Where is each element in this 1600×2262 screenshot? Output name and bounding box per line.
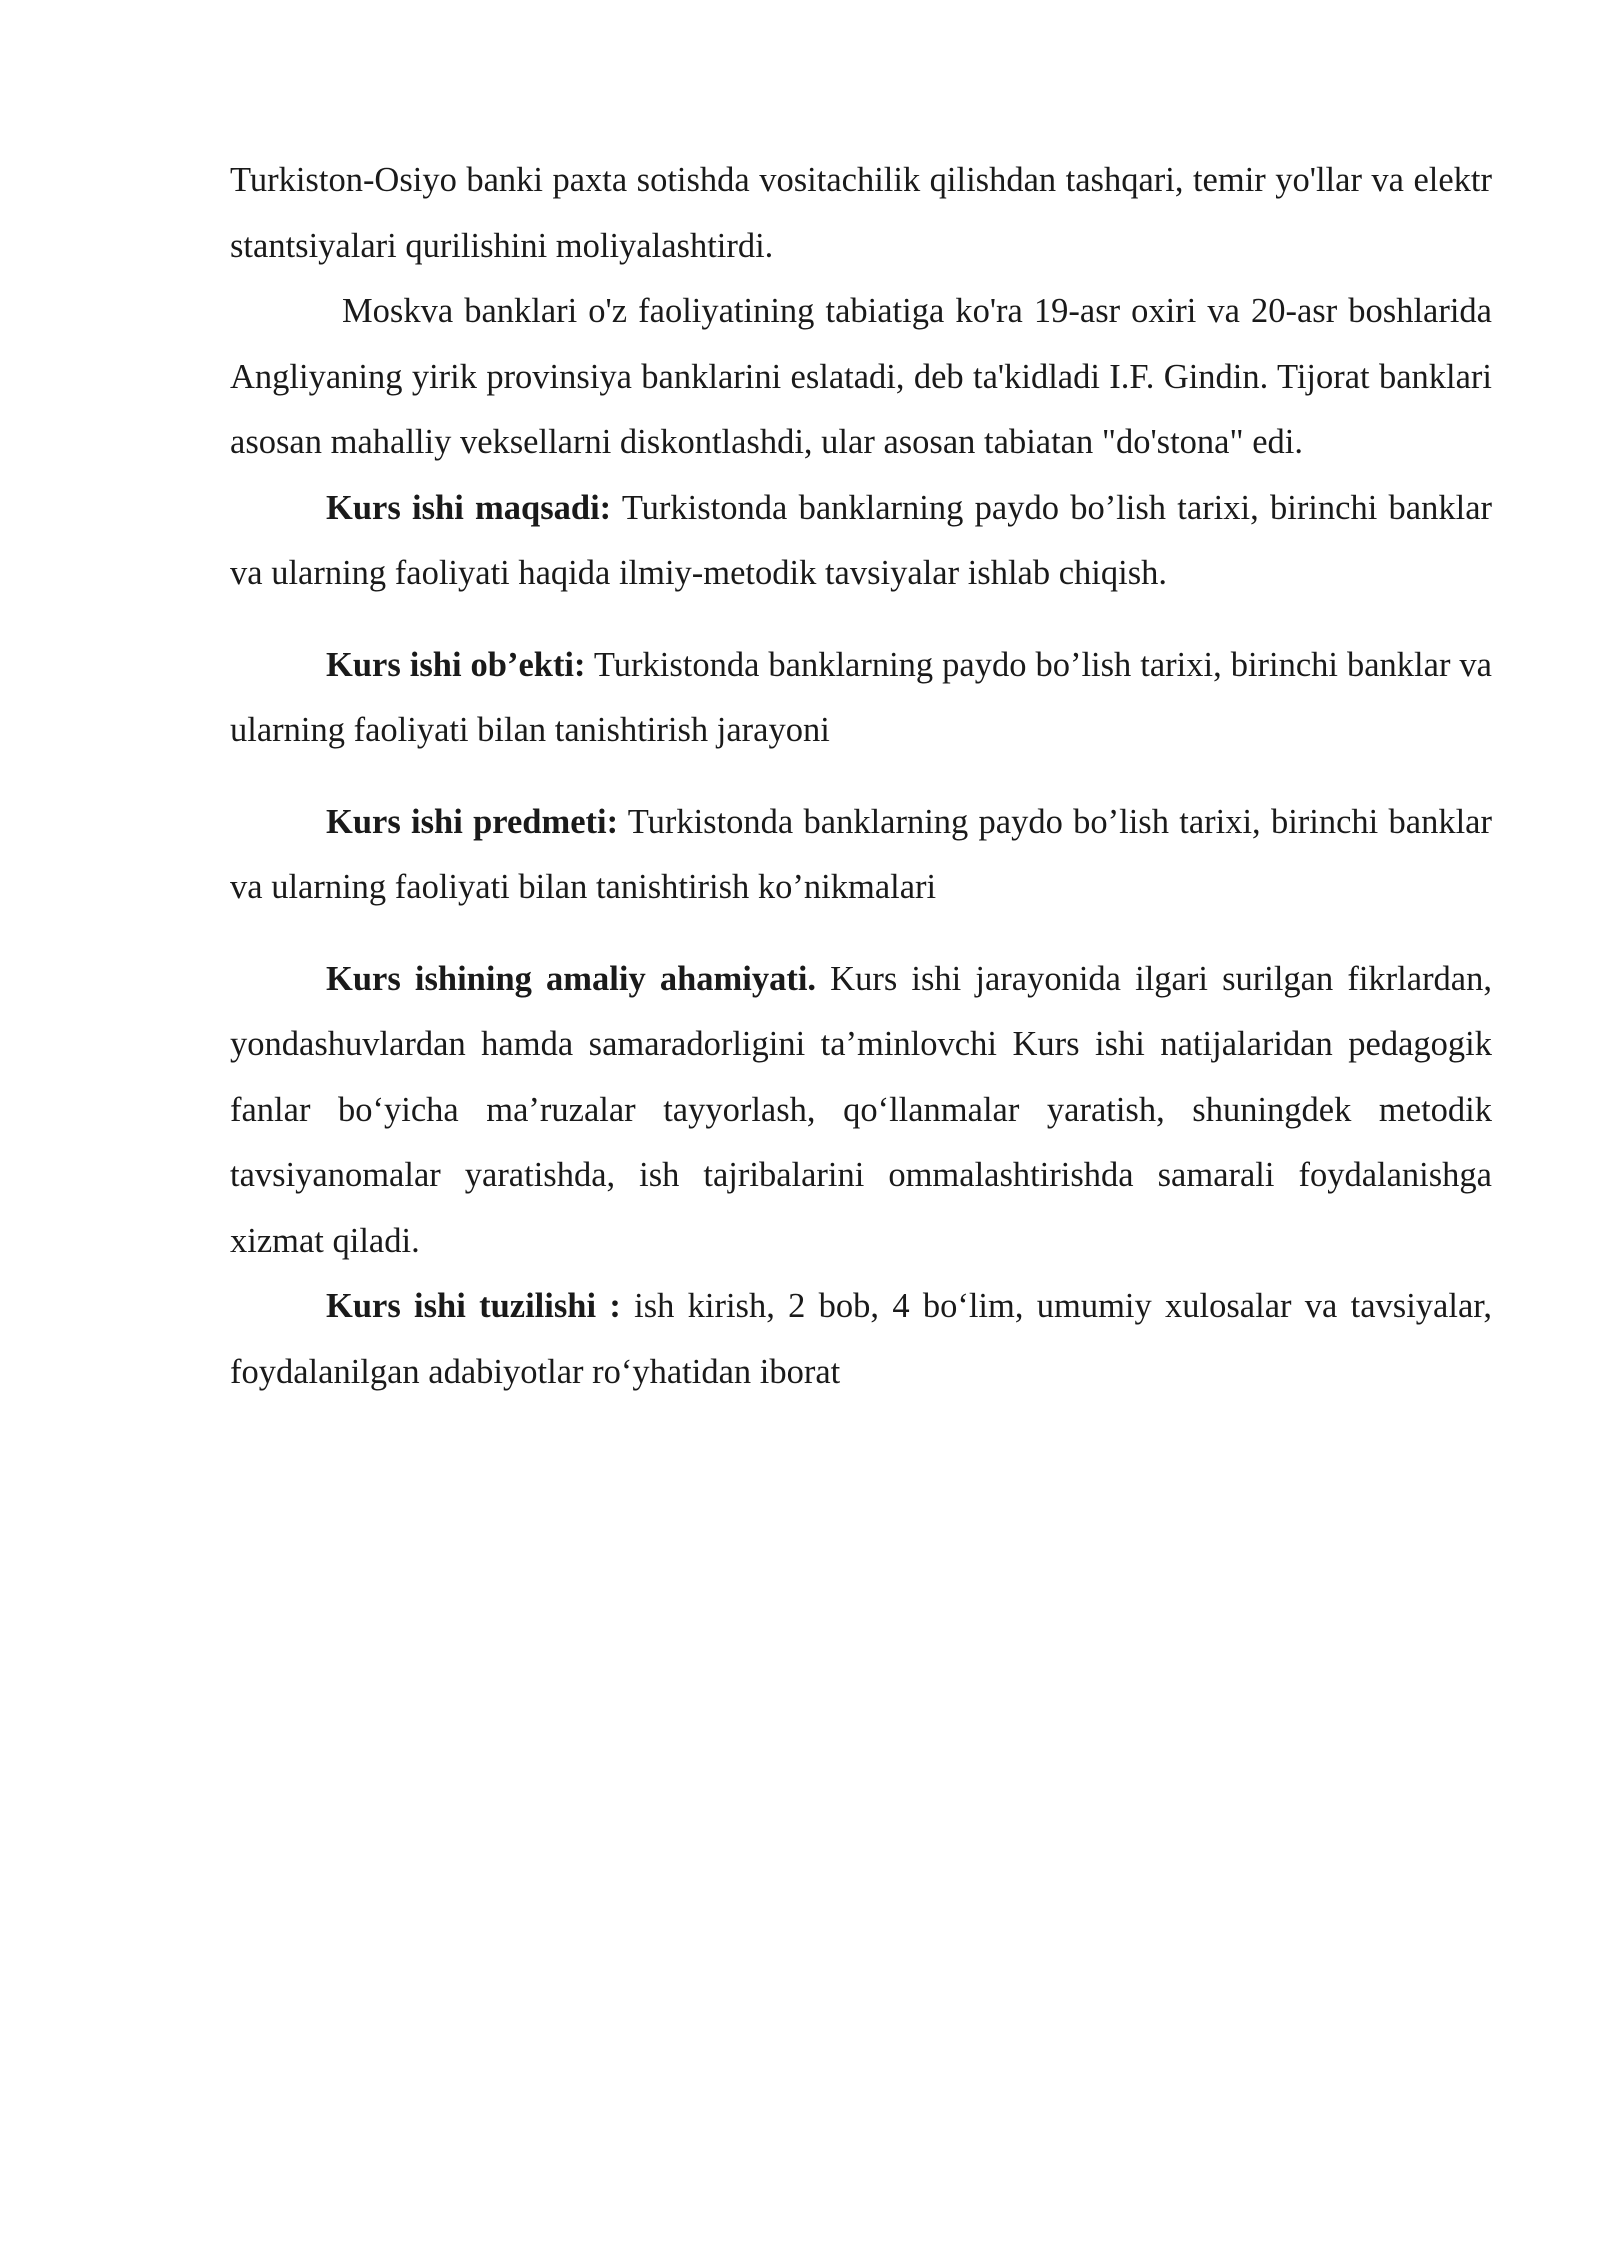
paragraph-text: Turkistonda banklarning paydo bo’lish tarixi, birinchi banklar va ularning faoliyati bilan tanishtirish ko’nikmalari	[230, 802, 1492, 906]
paragraph-practical-significance	[230, 947, 1492, 1275]
paragraph-course-object	[230, 633, 1492, 764]
paragraph-course-goal	[230, 476, 1492, 607]
paragraph-text: Kurs ishi jarayonida ilgari surilgan fikrlardan, yondashuvlardan hamda samaradorligini ta’minlovchi Kurs ishi natijalaridan pedagogik fanlar bo‘yicha ma’ruzalar tayyorlash, qo‘llanmalar yaratish, shuningdek metodik tavsiyanomalar yaratishda, ish tajribalarini ommalashtirishda samarali foydalanishga xizmat qiladi.	[230, 959, 1492, 1260]
paragraph-text: Turkistonda banklarning paydo bo’lish tarixi, birinchi banklar va ularning faoliyati bilan tanishtirish jarayoni	[230, 645, 1492, 749]
course-subject-label: Kurs ishi predmeti:	[326, 802, 619, 841]
paragraph-text: Turkistonda banklarning paydo bo’lish tarixi, birinchi banklar va ularning faoliyati haqida ilmiy-metodik tavsiyalar ishlab chiqish.	[230, 488, 1492, 592]
paragraph-text: ish kirish, 2 bob, 4 bo‘lim, umumiy xulosalar va tavsiyalar, foydalanilgan adabiyotlar ro‘yhatidan iborat	[230, 1287, 1492, 1391]
document-body	[230, 148, 1492, 1405]
course-object-label: Kurs ishi ob’ekti:	[326, 645, 586, 684]
paragraph-moscow-banks	[230, 279, 1492, 476]
paragraph-bank-activities	[230, 148, 1492, 279]
practical-significance-label: Kurs ishining amaliy ahamiyati.	[326, 959, 817, 998]
paragraph-course-structure	[230, 1274, 1492, 1405]
paragraph-text: Turkiston-Osiyo banki paxta sotishda vositachilik qilishdan tashqari, temir yo'llar va elektr stantsiyalari qurilishini moliyalashtirdi.	[230, 161, 1492, 265]
paragraph-text: Moskva banklari o'z faoliyatining tabiatiga ko'ra 19-asr oxiri va 20-asr boshlarida Angliyaning yirik provinsiya banklarini eslatadi, deb ta'kidladi I.F. Gindin. Tijorat banklari asosan mahalliy veksellarni diskontlashdi, ular asosan tabiatan "do'stona" edi.	[230, 292, 1492, 461]
course-structure-label: Kurs ishi tuzilishi :	[326, 1287, 621, 1325]
paragraph-course-subject	[230, 790, 1492, 921]
course-goal-label: Kurs ishi maqsadi:	[326, 488, 612, 527]
